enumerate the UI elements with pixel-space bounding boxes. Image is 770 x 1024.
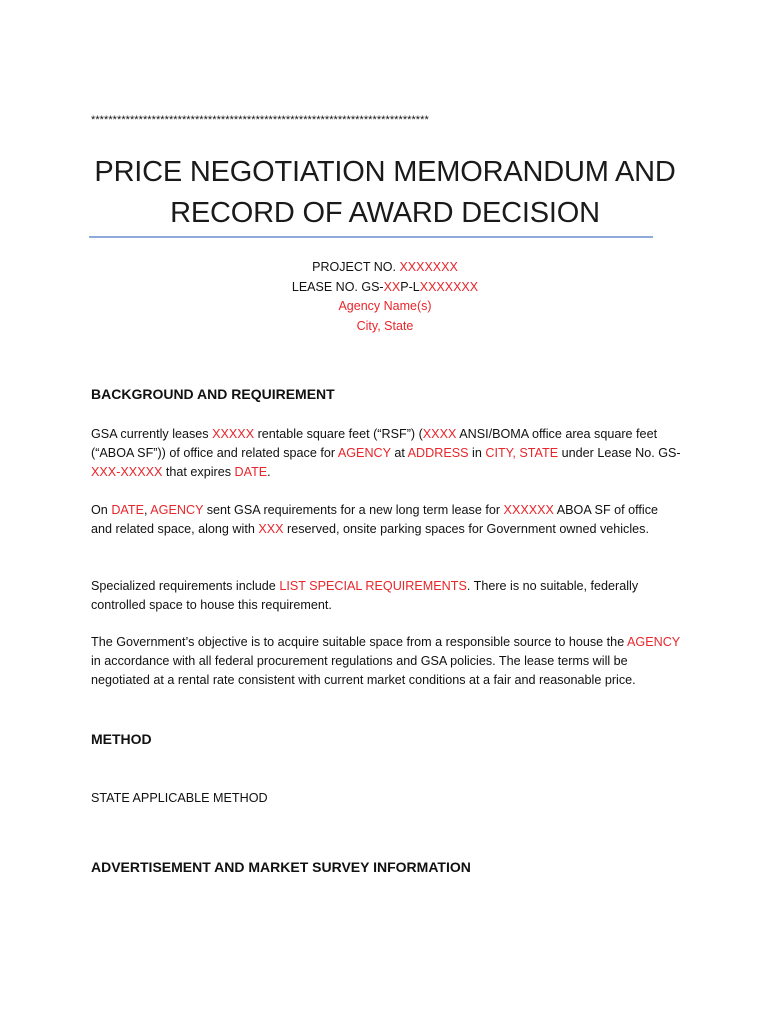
project-info-block (90, 258, 680, 336)
text-run: at (390, 446, 408, 461)
parking-placeholder: XXX (258, 522, 284, 537)
aboa-placeholder: XXXX (422, 427, 457, 441)
text-run: in (468, 446, 486, 461)
lease-number-line (90, 278, 680, 298)
background-paragraph-3 (91, 577, 681, 615)
text-run: Specialized requirements include (91, 579, 280, 593)
lease-inline-placeholder: XXX-XXXXX (91, 465, 163, 480)
method-placeholder: STATE APPLICABLE METHOD (91, 791, 268, 805)
text-run: rentable square feet (“RSF”) ( (254, 427, 423, 441)
document-title (90, 152, 680, 234)
title-line-2: RECORD OF AWARD DECISION (170, 197, 600, 229)
text-run: On (91, 503, 112, 517)
agency-placeholder: AGENCY (627, 635, 680, 649)
city-state-inline-placeholder: CITY, STATE (485, 446, 559, 461)
project-number-label: PROJECT NO. (312, 260, 400, 274)
project-number-placeholder: XXXXXXX (399, 260, 458, 274)
date-placeholder: DATE (111, 503, 144, 517)
text-run: under Lease No. GS- (558, 446, 681, 461)
lease-number-placeholder: XXXXXXX (419, 279, 479, 294)
text-run: . (267, 465, 271, 480)
lease-number-mid: P-L (400, 279, 420, 294)
text-run: that expires (162, 465, 235, 480)
background-paragraph-2 (91, 501, 681, 539)
text-run: . There is no suitable, federally controlled space to house this requirement. (91, 579, 639, 613)
star-separator: ****************************************************************************** (91, 114, 429, 126)
text-run: ABOA SF of office and related space, along with (91, 503, 659, 537)
background-heading: BACKGROUND AND REQUIREMENT (91, 386, 335, 402)
lease-region-placeholder: XX (383, 279, 401, 294)
text-run: in accordance with all federal procurement regulations and GSA policies. The lease terms will be negotiated at a rental rate consistent with current market conditions at a fair and reasonable price. (91, 654, 636, 688)
title-underline (89, 236, 653, 238)
agency-name-placeholder: Agency Name(s) (338, 299, 432, 313)
title-line-1: PRICE NEGOTIATION MEMORANDUM AND (94, 156, 676, 188)
method-heading: METHOD (91, 731, 152, 747)
agency-placeholder: AGENCY (150, 503, 204, 517)
text-run: reserved, onsite parking spaces for Government owned vehicles. (283, 522, 649, 537)
text-run: ANSI/BOMA office area square feet (“ABOA SF”)) of office and related space for (91, 427, 658, 461)
date-placeholder: DATE (234, 465, 268, 480)
city-state-placeholder: City, State (356, 318, 414, 333)
aboa-placeholder: XXXXXX (503, 503, 554, 517)
advertisement-heading: ADVERTISEMENT AND MARKET SURVEY INFORMATION (91, 859, 471, 875)
text-run: sent GSA requirements for a new long term lease for (203, 503, 504, 517)
address-placeholder: ADDRESS (407, 446, 469, 461)
agency-placeholder: AGENCY (337, 446, 391, 461)
special-requirements-placeholder: LIST SPECIAL REQUIREMENTS (279, 579, 467, 593)
lease-number-label: LEASE NO. GS- (291, 279, 384, 294)
project-number-line (90, 258, 680, 278)
text-run: The Government’s objective is to acquire suitable space from a responsible source to house the (91, 635, 627, 649)
background-paragraph-4 (91, 633, 681, 691)
text-run: GSA currently leases (91, 427, 213, 441)
text-run: , (143, 503, 151, 517)
rsf-placeholder: XXXXX (212, 427, 255, 441)
background-paragraph-1 (91, 425, 681, 483)
